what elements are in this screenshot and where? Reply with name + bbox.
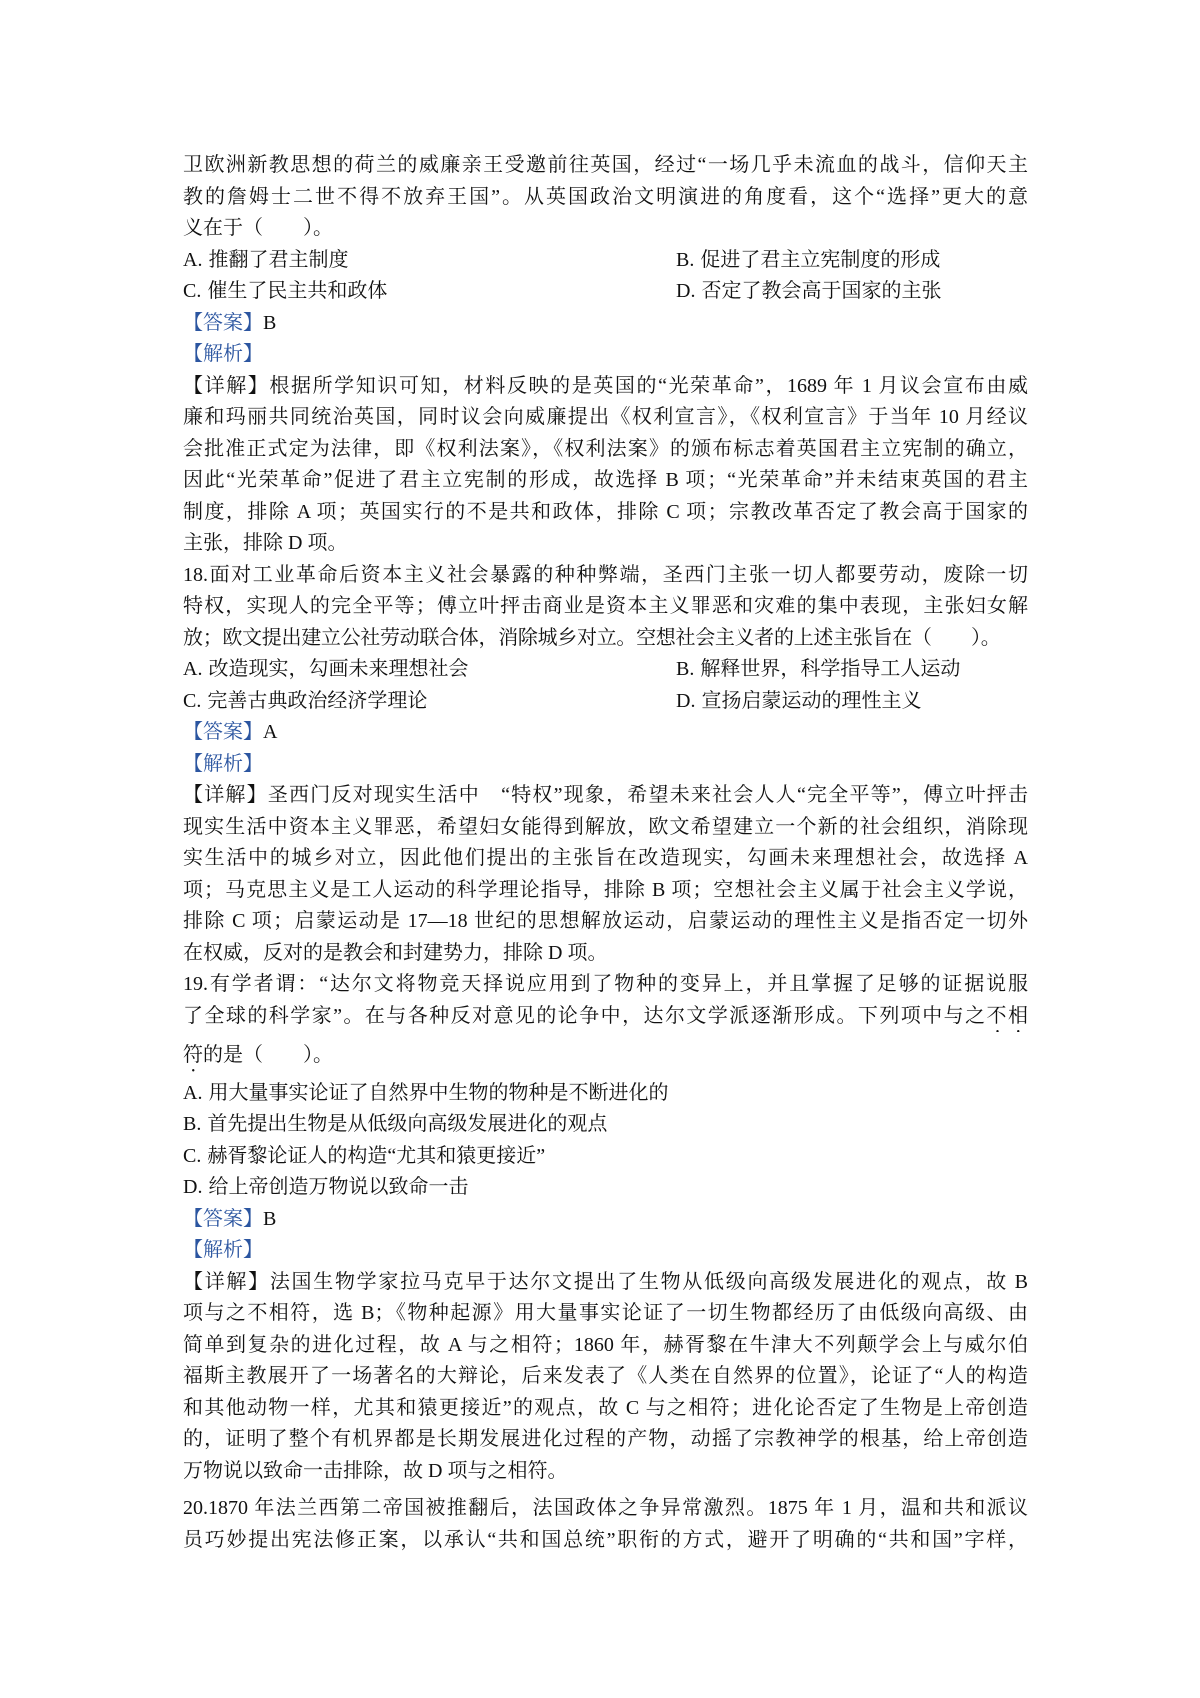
option-text: 催生了民主共和政体 bbox=[207, 280, 388, 302]
option-text: 赫胥黎论证人的构造“尤其和猿更接近” bbox=[207, 1144, 546, 1167]
option-text: 促进了君主立宪制度的形成 bbox=[700, 248, 941, 271]
option-text: 给上帝创造万物说以致命一击 bbox=[208, 1176, 469, 1198]
detail-line: 的，证明了整个有机界都是长期发展进化过程的产物，动摇了宗教神学的根基，给上帝创造 bbox=[183, 1428, 1028, 1450]
option-label: A. bbox=[183, 1081, 203, 1104]
option-label: B. bbox=[676, 248, 695, 271]
detail-text: 法国生物学家拉马克早于达尔文提出了生物从低级向高级发展进化的观点，故 B bbox=[269, 1270, 1028, 1293]
question-17 bbox=[183, 150, 1028, 560]
analysis-label: 【解析】 bbox=[183, 1239, 263, 1261]
detail-line: 廉和玛丽共同统治英国，同时议会向威廉提出《权利宣言》，《权利宣言》于当年 10 月经议 bbox=[183, 406, 1028, 428]
stem-line bbox=[183, 1040, 1028, 1072]
detail-line: 会批准正式定为法律，即《权利法案》，《权利法案》的颁布标志着英国君主立宪制的确立， bbox=[183, 437, 1028, 460]
option-c bbox=[183, 276, 676, 308]
detail-line bbox=[183, 780, 1028, 812]
answer-value: A bbox=[263, 721, 278, 743]
answer-value: B bbox=[263, 311, 277, 334]
detail-line: 和其他动物一样，尤其和猿更接近”的观点，故 C 与之相符；进化论否定了生物是上帝创造 bbox=[183, 1396, 1028, 1419]
detail-line: 主张，排除 D 项。 bbox=[183, 532, 348, 554]
answer-line bbox=[183, 308, 1028, 340]
option-label: C. bbox=[183, 1144, 202, 1167]
detail-line: 因此“光荣革命”促进了君主立宪制的形成，故选择 B 项；“光荣革命”并未结束英国的君主 bbox=[183, 469, 1028, 491]
question-18 bbox=[183, 560, 1028, 970]
option-label: C. bbox=[183, 280, 202, 302]
emphasized-text: 符 bbox=[183, 1044, 203, 1066]
stem-line: 18.面对工业革命后资本主义社会暴露的种种弊端，圣西门主张一切人都要劳动，废除一切 bbox=[183, 563, 1028, 586]
option-label: D. bbox=[676, 689, 696, 712]
analysis-line bbox=[183, 749, 1028, 781]
question-19 bbox=[183, 969, 1028, 1487]
detail-line: 排除 C 项；启蒙运动是 17—18 世纪的思想解放运动，启蒙运动的理性主义是指否定一切外 bbox=[183, 910, 1028, 932]
option-a bbox=[183, 654, 676, 686]
option-label: A. bbox=[183, 248, 203, 271]
stem-line: 20.1870 年法兰西第二帝国被推翻后，法国政体之争异常激烈。1875 年 1 月，温和共和派议 bbox=[183, 1497, 1028, 1519]
option-text: 改造现实，勾画未来理想社会 bbox=[208, 658, 469, 680]
detail-line bbox=[183, 1267, 1028, 1299]
stem-line: 教的詹姆士二世不得不放弃王国”。从英国政治文明演进的角度看，这个“选择”更大的意 bbox=[183, 185, 1028, 208]
option-b bbox=[676, 245, 940, 277]
detail-line: 简单到复杂的进化过程，故 A 与之相符；1860 年，赫胥黎在牛津大不列颠学会上与威尔伯 bbox=[183, 1333, 1028, 1356]
option-b bbox=[676, 654, 960, 686]
analysis-line bbox=[183, 339, 1028, 371]
stem-line: 特权，实现人的完全平等；傅立叶抨击商业是资本主义罪恶和灾难的集中表现，主张妇女解 bbox=[183, 595, 1028, 617]
option-a bbox=[183, 245, 676, 277]
option-d bbox=[183, 1172, 1028, 1204]
options-row bbox=[183, 245, 1028, 277]
option-text: 否定了教会高于国家的主张 bbox=[701, 280, 942, 302]
detail-text: 圣西门反对现实生活中 “特权”现象，希望未来社会人人“完全平等”，傅立叶抨击 bbox=[267, 784, 1028, 806]
option-text: 用大量事实论证了自然界中生物的物种是不断进化的 bbox=[208, 1081, 669, 1104]
stem-text: 了全球的科学家”。在与各种反对意见的论争中，达尔文学派逐渐形成。下列项中与之 bbox=[183, 1004, 987, 1027]
option-text: 完善古典政治经济学理论 bbox=[207, 689, 428, 712]
answer-value: B bbox=[263, 1207, 277, 1230]
analysis-label: 【解析】 bbox=[183, 343, 263, 365]
detail-line bbox=[183, 371, 1028, 403]
analysis-label: 【解析】 bbox=[183, 752, 263, 775]
option-d bbox=[676, 276, 941, 308]
stem-line bbox=[183, 1001, 1028, 1033]
detail-line: 现实生活中资本主义罪恶，希望妇女能得到解放，欧文希望建立一个新的社会组织，消除现 bbox=[183, 815, 1028, 838]
page-content bbox=[183, 150, 1028, 1556]
option-label: A. bbox=[183, 658, 203, 680]
detail-label: 【详解】 bbox=[183, 1270, 270, 1293]
answer-label: 【答案】 bbox=[183, 721, 263, 743]
emphasized-text: 不相 bbox=[986, 1004, 1028, 1027]
analysis-line bbox=[183, 1235, 1028, 1267]
stem-line: 员巧妙提出宪法修正案，以承认“共和国总统”职衔的方式，避开了明确的“共和国”字样， bbox=[183, 1528, 1028, 1551]
stem-line: 19.有学者谓：“达尔文将物竞天择说应用到了物种的变异上，并且掌握了足够的证据说服 bbox=[183, 973, 1028, 995]
option-label: B. bbox=[183, 1113, 202, 1135]
option-label: D. bbox=[676, 280, 696, 302]
detail-line: 制度，排除 A 项；英国实行的不是共和政体，排除 C 项；宗教改革否定了教会高于国家的 bbox=[183, 500, 1028, 523]
question-20 bbox=[183, 1493, 1028, 1556]
option-label: C. bbox=[183, 689, 202, 712]
option-text: 解释世界，科学指导工人运动 bbox=[700, 658, 961, 680]
options-row bbox=[183, 686, 1028, 718]
stem-line: 卫欧洲新教思想的荷兰的威廉亲王受邀前往英国，经过“一场几乎未流血的战斗，信仰天主 bbox=[183, 154, 1028, 176]
answer-label: 【答案】 bbox=[183, 311, 263, 334]
option-b bbox=[183, 1109, 1028, 1141]
option-text: 推翻了君主制度 bbox=[208, 248, 349, 271]
stem-text: 的是（ ）。 bbox=[203, 1044, 333, 1066]
option-label: B. bbox=[676, 658, 695, 680]
stem-line: 放；欧文提出建立公社劳动联合体，消除城乡对立。空想社会主义者的上述主张旨在（ ）。 bbox=[183, 626, 1001, 649]
detail-line: 项与之不相符，选 B；《物种起源》用大量事实论证了一切生物都经历了由低级向高级、由 bbox=[183, 1302, 1028, 1324]
option-c bbox=[183, 686, 676, 718]
option-label: D. bbox=[183, 1176, 203, 1198]
detail-line: 在权威，反对的是教会和封建势力，排除 D 项。 bbox=[183, 941, 608, 964]
answer-label: 【答案】 bbox=[183, 1207, 263, 1230]
detail-line: 项；马克思主义是工人运动的科学理论指导，排除 B 项；空想社会主义属于社会主义学说， bbox=[183, 878, 1028, 901]
option-text: 宣扬启蒙运动的理性主义 bbox=[701, 689, 922, 712]
detail-line: 福斯主教展开了一场著名的大辩论，后来发表了《人类在自然界的位置》，论证了“人的构造 bbox=[183, 1365, 1028, 1387]
option-d bbox=[676, 686, 921, 718]
options-row bbox=[183, 276, 1028, 308]
detail-label: 【详解】 bbox=[183, 784, 268, 806]
answer-line bbox=[183, 717, 1028, 749]
option-c bbox=[183, 1141, 1028, 1173]
option-a bbox=[183, 1078, 1028, 1110]
detail-label: 【详解】 bbox=[183, 374, 270, 397]
stem-line: 义在于（ ）。 bbox=[183, 217, 333, 239]
option-text: 首先提出生物是从低级向高级发展进化的观点 bbox=[207, 1113, 608, 1135]
detail-line: 实生活中的城乡对立，因此他们提出的主张旨在改造现实，勾画未来理想社会，故选择 A bbox=[183, 847, 1028, 869]
detail-line: 万物说以致命一击排除，故 D 项与之相符。 bbox=[183, 1459, 568, 1482]
options-row bbox=[183, 654, 1028, 686]
detail-text: 根据所学知识可知，材料反映的是英国的“光荣革命”，1689 年 1 月议会宣布由威 bbox=[269, 374, 1028, 397]
answer-line bbox=[183, 1204, 1028, 1236]
